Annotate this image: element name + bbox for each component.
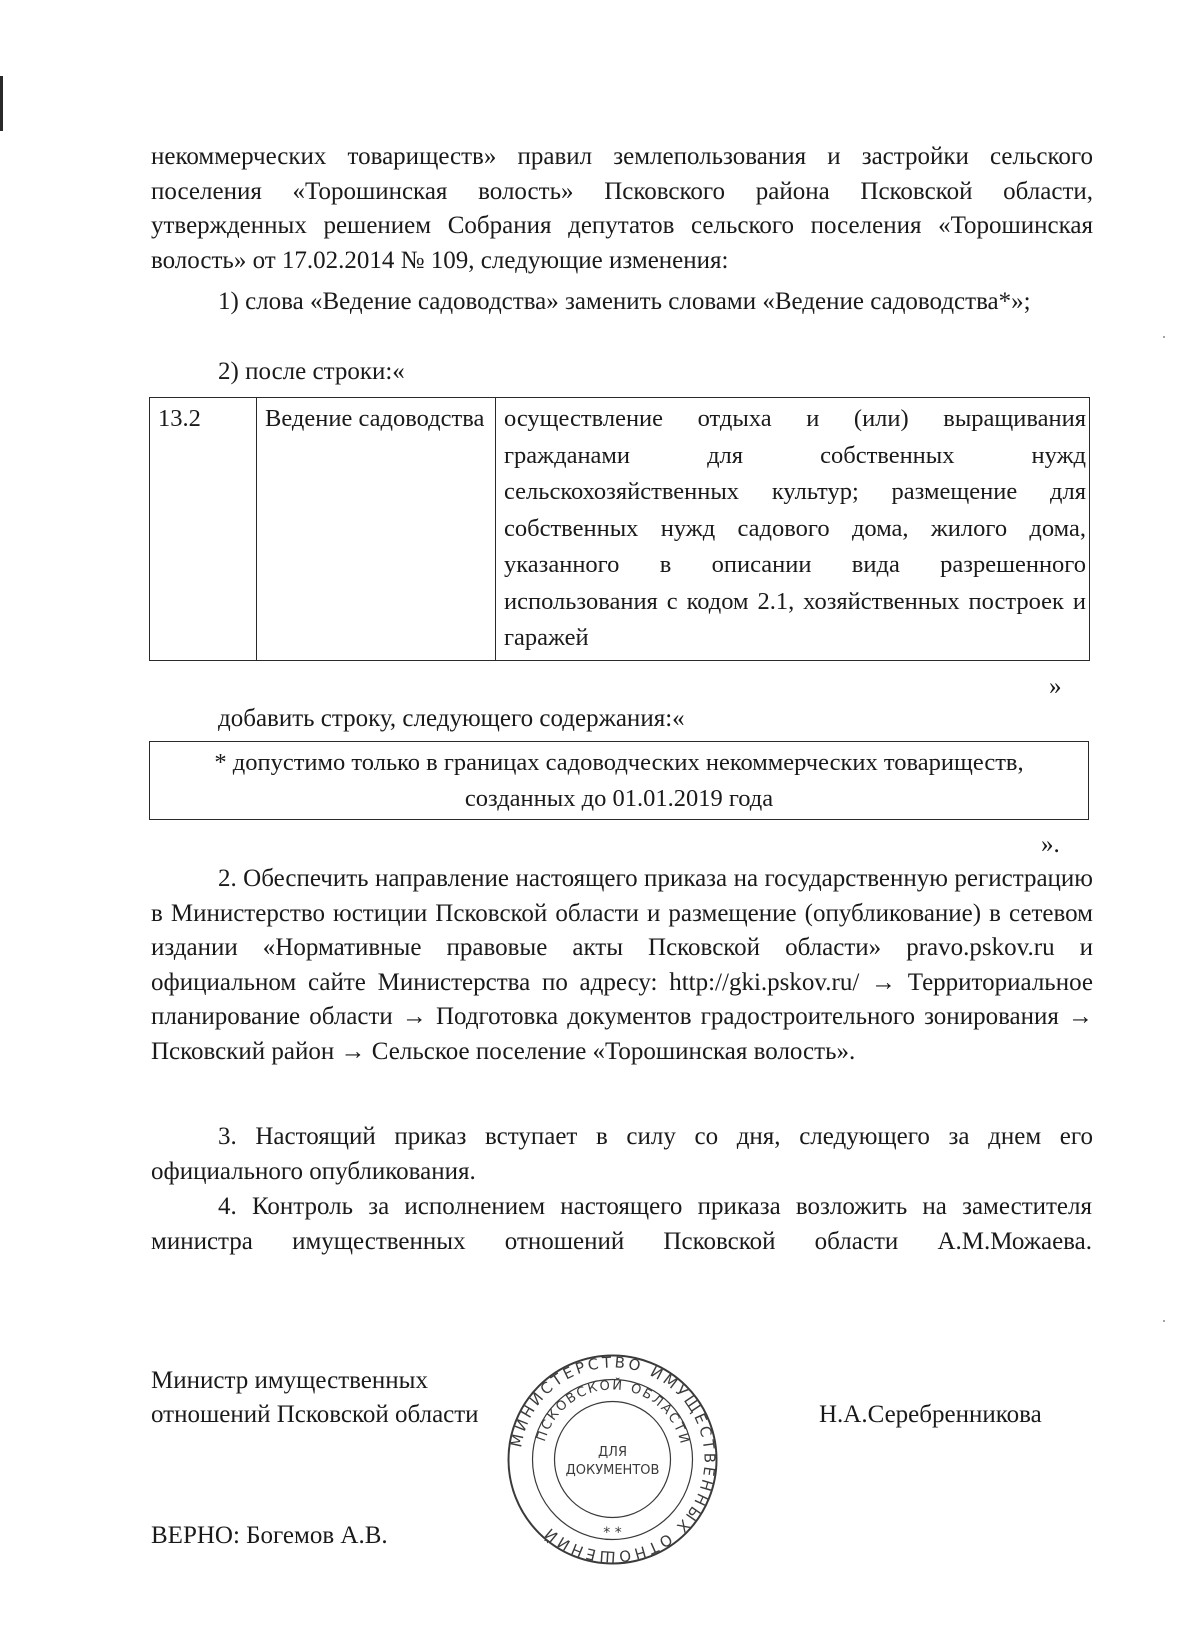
- table-cell-description: осуществление отдыха и (или) выращивания гражданами для собственных нужд сельскохозяйственных культур; размещение для собственных нужд садового дома, жилого дома, указанного в описании вида разрешенного использования с кодом 2.1, хозяйственных построек и гаражей: [496, 398, 1090, 661]
- scan-speck: [1163, 336, 1165, 338]
- closing-quote-period: ».: [1041, 831, 1060, 858]
- seal-center-line-1: ДЛЯ: [598, 1445, 627, 1460]
- signatory-name: Н.А.Серебренникова: [819, 1401, 1042, 1428]
- paragraph-intro: некоммерческих товариществ» правил землепользования и застройки сельского поселения «Торошинская волость» Псковского района Псковской области, утвержденных решением Собрания депутатов сельского поселения «Торошинская волость» от 17.02.2014 № 109, следующие изменения:: [151, 143, 1093, 274]
- amendment-item-1: 1) слова «Ведение садоводства» заменить словами «Ведение садоводства*»;: [218, 288, 1031, 315]
- scan-speck: [1163, 1320, 1165, 1322]
- point-4-line: [151, 1190, 1092, 1259]
- seal-inner-text: ПСКОВСКОЙ ОБЛАСТИ: [534, 1378, 692, 1447]
- official-seal-stamp: [505, 1352, 720, 1567]
- land-use-table-original-row: [149, 397, 1090, 661]
- verified-by: ВЕРНО: Богемов А.В.: [151, 1522, 388, 1549]
- point-4: 4. Контроль за исполнением настоящего приказа возложить на заместителя министра имущественных отношений Псковской области А.М.Можаева.: [151, 1193, 1092, 1255]
- point-3: 3. Настоящий приказ вступает в силу со дня, следующего за днем его официального опубликования.: [151, 1123, 1093, 1185]
- add-row-intro: добавить строку, следующего содержания:«: [218, 705, 685, 732]
- seal-ring-text: МИНИСТЕРСТВО ИМУЩЕСТВЕННЫХ ОТНОШЕНИЙ: [507, 1353, 719, 1566]
- closing-quote: »: [1049, 673, 1062, 700]
- point-2: 2. Обеспечить направление настоящего приказа на государственную регистрацию в Министерство юстиции Псковской области и размещение (опубликование) в сетевом издании «Нормативные правовые акты Псковской области» pravo.pskov.ru и официальном сайте Министерства по адресу: http://gki.pskov.ru/ → Территориальное планирование области → Подготовка документов градостроительного зонирования → Псковский район → Сельское поселение «Торошинская волость».: [151, 865, 1093, 1065]
- table-row: [150, 398, 1090, 661]
- signatory-title-line-2: отношений Псковской области: [151, 1401, 479, 1428]
- signatory-title-line-1: Министр имущественных: [151, 1367, 428, 1394]
- footnote-line-2: созданных до 01.01.2019 года: [464, 785, 774, 812]
- seal-star-icon: * *: [603, 1525, 622, 1541]
- seal-center-line-2: ДОКУМЕНТОВ: [565, 1463, 660, 1478]
- amendment-item-2: 2) после строки:«: [218, 358, 405, 385]
- footnote-table-row: [149, 741, 1089, 820]
- footnote-line-1: * допустимо только в границах садоводческих некоммерческих товариществ,: [214, 749, 1024, 776]
- table-cell-code: 13.2: [150, 398, 257, 661]
- table-cell-name: Ведение садоводства: [257, 398, 496, 661]
- scan-edge-mark: [0, 76, 3, 131]
